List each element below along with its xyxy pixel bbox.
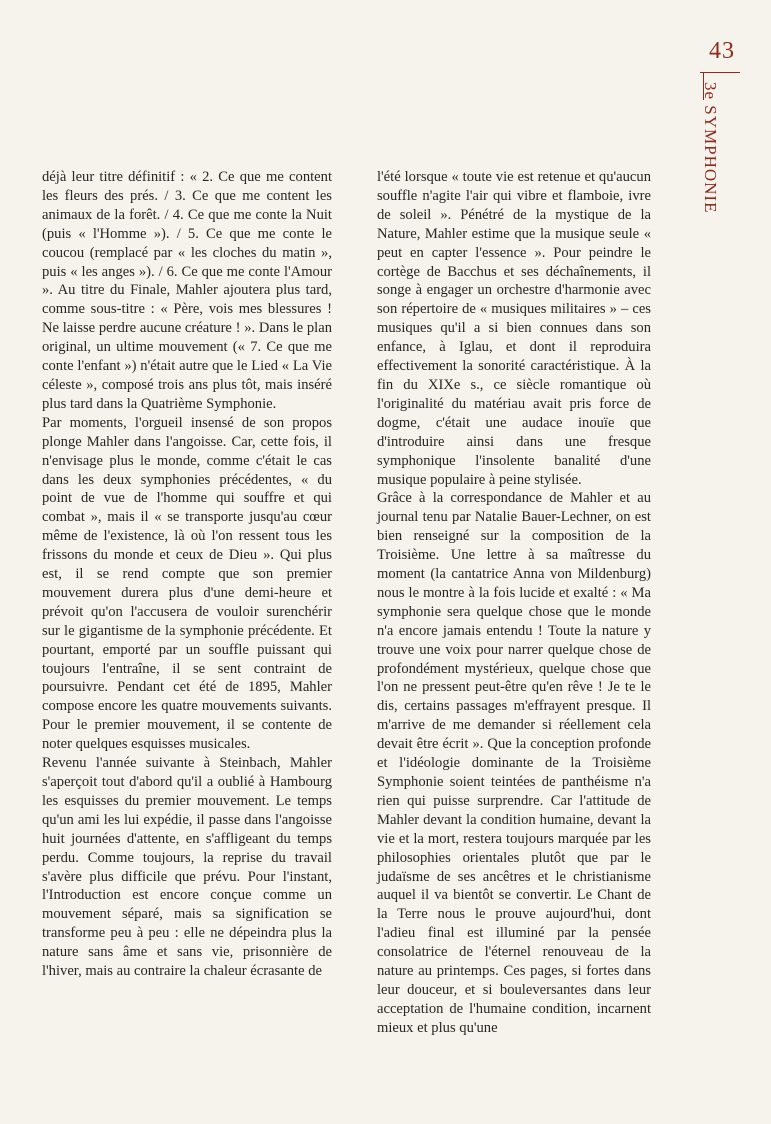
page-number: 43 — [709, 38, 735, 64]
section-title: 3e SYMPHONIE — [701, 82, 720, 214]
right-column — [377, 168, 651, 1038]
paragraph: Revenu l'année suivante à Steinbach, Mahler s'aperçoit tout d'abord qu'il a oublié à Hambourg les esquisses du premier mouvement. Le temps qu'un ami les lui expédie, il passe dans l'angoisse huit journées d'attente, en s'affligeant du temps perdu. Comme toujours, la reprise du travail s'avère plus difficile que prévu. Pour l'instant, l'Introduction est encore conçue comme un mouvement séparé, mais sa signification se transforme peu à peu : elle ne dépeindra plus la nature sans âme et sans vie, prisonnière de l'hiver, mais au contraire la chaleur écrasante de — [42, 755, 332, 980]
paragraph: Par moments, l'orgueil insensé de son propos plonge Mahler dans l'angoisse. Car, cette fois, il n'envisage plus le monde, comme c'était le cas dans les deux symphonies précédentes, « du point de vue de l'homme qui souffre et qui combat », mais il « se transporte jusqu'au cœur même de l'existence, là où l'on ressent tous les frissons du monde et ceux de Dieu ». Qui plus est, il se rend compte que son premier mouvement durera plus d'une demi-heure et prévoit qu'on l'accusera de vouloir surenchérir sur le gigantisme de la symphonie précédente. Et pourtant, emporté par un souffle puissant qui toujours l'entraîne, il se sent contraint de poursuivre. Pendant cet été de 1895, Mahler compose encore les quatre mouvements suivants. Pour le premier mouvement, il se contente de noter quelques esquisses musicales. — [42, 414, 332, 753]
paragraph: Grâce à la correspondance de Mahler et au journal tenu par Natalie Bauer-Lechner, on est bien renseigné sur la composition de la Troisième. Une lettre à sa maîtresse du moment (la cantatrice Anna von Mildenburg) nous le montre à la fois lucide et exalté : « Ma symphonie sera quelque chose que le monde n'a encore jamais entendu ! Toute la nature y trouve une voix pour narrer quelque chose de profondément mystérieux, quelque chose que l'on ne pressent peut-être qu'en rêve ! Je te le dis, certains passages m'effrayent presque. Il m'arrive de me demander si réellement cela devait être écrit ». Que la conception profonde et l'idéologie dominante de la Troisième Symphonie soient teintées de panthéisme n'a rien qui puisse surprendre. Car l'attitude de Mahler devant la condition humaine, devant la vie et la mort, restera toujours marquée par les philosophies orientales plutôt que par le judaïsme de ses ancêtres et le christianisme auquel il va bientôt se convertir. Le Chant de la Terre nous le prouve aujourd'hui, dont l'adieu final est illuminé par la pensée consolatrice de l'éternel renouveau de la nature au printemps. Ces pages, si fortes dans leur douceur, et si bouleversantes dans leur acceptation de l'humaine condition, incarnent mieux et plus qu'une — [377, 490, 651, 1036]
paragraph: déjà leur titre définitif : « 2. Ce que me content les fleurs des prés. / 3. Ce que me content les animaux de la forêt. / 4. Ce que me conte la Nuit (puis « l'Homme »). / 5. Ce que me conte le coucou (remplacé par « les cloches du matin », puis « les anges »). / 6. Ce que me conte l'Amour ». Au titre du Finale, Mahler ajoutera plus tard, comme sous-titre : « Père, vois mes blessures ! Ne laisse perdre aucune créature ! ». Dans le plan original, un ultime mouvement (« 7. Ce que me conte l'enfant ») n'était autre que le Lied « La Vie céleste », composé trois ans plus tôt, mais inséré plus tard dans la Quatrième Symphonie. — [42, 169, 332, 412]
paragraph: l'été lorsque « toute vie est retenue et qu'aucun souffle n'agite l'air qui vibre et flamboie, ivre de soleil ». Pénétré de la mystique de la Nature, Mahler estime que la musique seule « peut en capter l'essence ». Pour peindre le cortège de Bacchus et ses déchaînements, il songe à engager un orchestre d'harmonie avec son répertoire de « musiques militaires » – ces musiques qu'il a si bien connues dans son enfance, à Iglau, et dont il reproduira effectivement la sonorité caractéristique. À la fin du XIXe s., ce siècle romantique où l'originalité du matériau avait pris force de dogme, c'était une audace inouïe que d'introduire ainsi dans une fresque symphonique l'insolente banalité d'une musique populaire à peine stylisée. — [377, 169, 651, 488]
left-column — [42, 168, 332, 981]
header-rule — [700, 72, 740, 73]
